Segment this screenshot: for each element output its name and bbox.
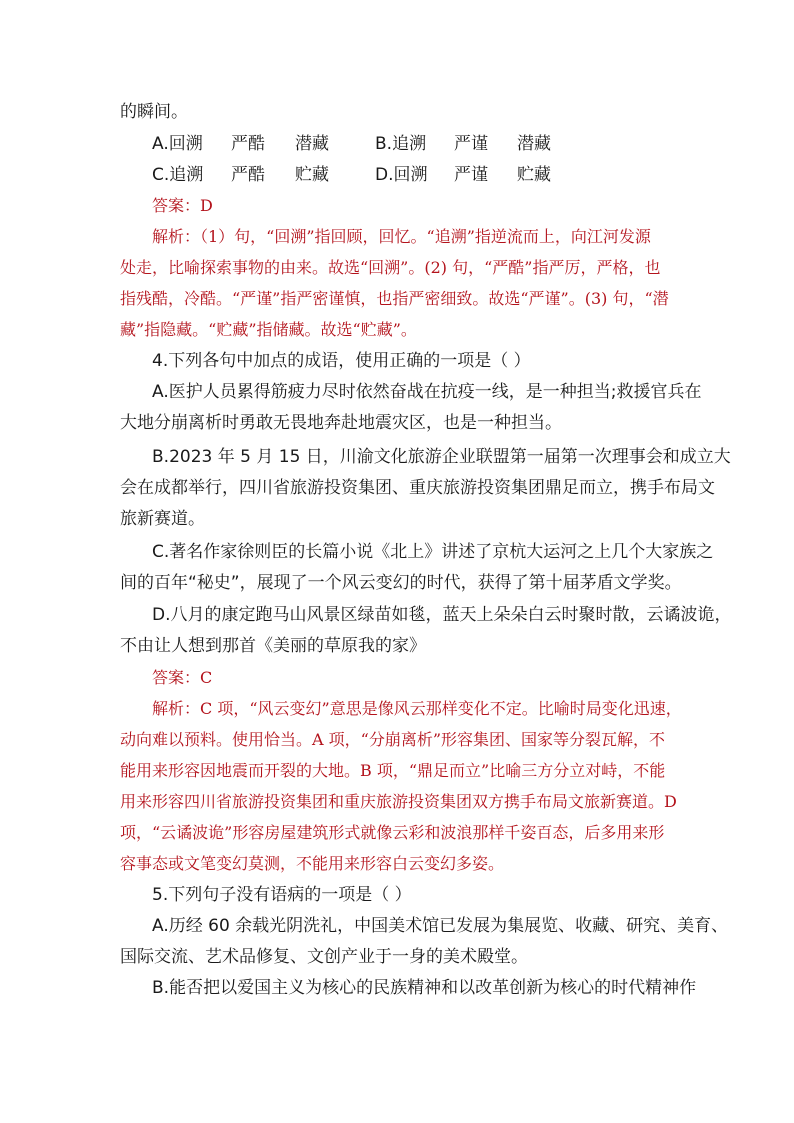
question-4-option-d-line-1: D.八月的康定跑马山风景区绿苗如毯，蓝天上朵朵白云时聚时散，云谲波诡， bbox=[152, 605, 732, 625]
question-4-option-a-line-2: 大地分崩离析时勇敢无畏地奔赴地震灾区，也是一种担当。 bbox=[120, 413, 562, 433]
analysis-4-line-4: 用来形容四川省旅游投资集团和重庆旅游投资集团双方携手布局文旅新赛道。D bbox=[120, 792, 677, 811]
option-d-word-1: D.回溯 bbox=[375, 165, 428, 185]
option-c-word-1: C.追溯 bbox=[152, 165, 204, 185]
analysis-4-line-6: 容事态或文笔变幻莫测，不能用来形容白云变幻多姿。 bbox=[120, 854, 505, 873]
analysis-3-line-4: 藏”指隐藏。“贮藏”指储藏。故选“贮藏”。 bbox=[120, 320, 417, 339]
question-4-option-b-line-1: B.2023 年 5 月 15 日，川渝文化旅游企业联盟第一届第一次理事会和成立大 bbox=[152, 447, 731, 467]
question-4-option-b-line-3: 旅新赛道。 bbox=[120, 509, 205, 529]
option-c-word-3: 贮藏 bbox=[295, 165, 329, 185]
analysis-4-line-1: 解析：C 项，“风云变幻”意思是像风云那样变化不定。比喻时局变化迅速， bbox=[152, 699, 682, 718]
analysis-3-line-1: 解析：（1）句，“回溯”指回顾，回忆。“追溯”指逆流而上，向江河发源 bbox=[152, 227, 651, 246]
answer-3: 答案：D bbox=[152, 196, 213, 215]
question-4-option-c-line-2: 间的百年“秘史”，展现了一个风云变幻的时代，获得了第十届茅盾文学奖。 bbox=[120, 573, 682, 593]
question-4-option-c-line-1: C.著名作家徐则臣的长篇小说《北上》讲述了京杭大运河之上几个大家族之 bbox=[152, 542, 714, 562]
option-b-word-2: 严谨 bbox=[454, 134, 488, 154]
question-4-option-a-line-1: A.医护人员累得筋疲力尽时依然奋战在抗疫一线，是一种担当;救援官兵在 bbox=[152, 382, 702, 402]
option-a-word-3: 潜藏 bbox=[295, 134, 329, 154]
analysis-4-line-3: 能用来形容因地震而开裂的大地。B 项，“鼎足而立”比喻三方分立对峙，不能 bbox=[120, 761, 666, 780]
option-a-word-2: 严酷 bbox=[231, 134, 265, 154]
answer-4: 答案：C bbox=[152, 668, 213, 687]
option-b-word-1: B.追溯 bbox=[375, 134, 427, 154]
question-5-stem: 5.下列句子没有语病的一项是（ ） bbox=[152, 885, 412, 905]
option-c-word-2: 严酷 bbox=[231, 165, 265, 185]
option-a-word-1: A.回溯 bbox=[152, 134, 203, 154]
question-5-option-b-line-1: B.能否把以爱国主义为核心的民族精神和以改革创新为核心的时代精神作 bbox=[152, 978, 697, 998]
question-3-tail: 的瞬间。 bbox=[120, 102, 188, 122]
question-5-option-a-line-2: 国际交流、艺术品修复、文创产业于一身的美术殿堂。 bbox=[120, 947, 528, 967]
question-4-stem: 4.下列各句中加点的成语，使用正确的一项是（ ） bbox=[152, 351, 531, 371]
question-4-option-b-line-2: 会在成都举行，四川省旅游投资集团、重庆旅游投资集团鼎足而立，携手布局文 bbox=[120, 478, 715, 498]
analysis-3-line-3: 指残酷，冷酷。“严谨”指严密谨慎，也指严密细致。故选“严谨”。(3) 句，“潜 bbox=[120, 289, 669, 308]
analysis-4-line-5: 项，“云谲波诡”形容房屋建筑形式就像云彩和波浪那样千姿百态，后多用来形 bbox=[120, 823, 665, 842]
question-4-option-d-line-2: 不由让人想到那首《美丽的草原我的家》 bbox=[120, 636, 426, 656]
option-d-word-2: 严谨 bbox=[454, 165, 488, 185]
question-5-option-a-line-1: A.历经 60 余载光阴洗礼，中国美术馆已发展为集展览、收藏、研究、美育、 bbox=[152, 916, 729, 936]
analysis-4-line-2: 动向难以预料。使用恰当。A 项，“分崩离析”形容集团、国家等分裂瓦解，不 bbox=[120, 730, 666, 749]
analysis-3-line-2: 处走，比喻探索事物的由来。故选“回溯”。(2) 句，“严酷”指严厉，严格，也 bbox=[120, 258, 661, 277]
option-b-word-3: 潜藏 bbox=[517, 134, 551, 154]
option-d-word-3: 贮藏 bbox=[517, 165, 551, 185]
